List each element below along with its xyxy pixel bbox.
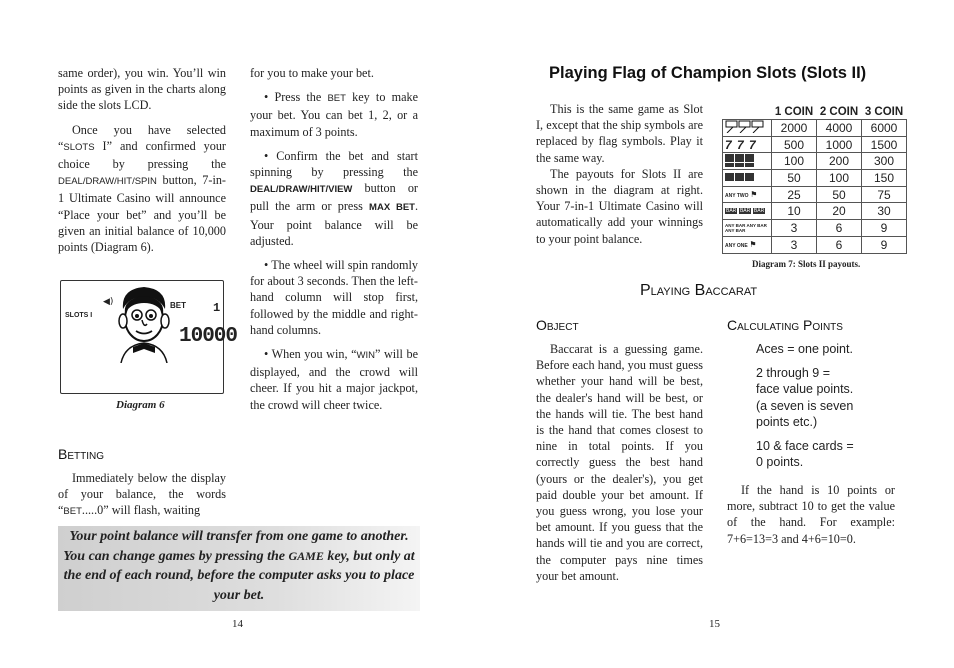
table-row: [723, 220, 907, 237]
payout-table-diagram: [722, 104, 907, 254]
payout-cell: 100: [772, 153, 817, 170]
flag-flag-flag-symbol: [723, 120, 772, 137]
bet-continuation: for you to make your bet.: [250, 66, 374, 80]
slots-ii-title: Playing Flag of Champion Slots (Slots II): [549, 64, 867, 82]
header-3-coin: 3 COIN: [862, 104, 907, 120]
triple-bar-symbol: [723, 153, 772, 170]
payout-cell: 50: [772, 170, 817, 187]
payout-cell: 300: [862, 153, 907, 170]
table-row: [723, 186, 907, 203]
betting-heading: Betting: [58, 446, 105, 462]
table-row: [723, 203, 907, 220]
payout-cell: 20: [817, 203, 862, 220]
payout-cell: 1000: [817, 136, 862, 153]
any-two-symbol: ANY TWO ⚑: [723, 186, 772, 203]
bar-bar-bar-symbol: BAR BAR BAR: [723, 203, 772, 220]
intro-paragraph: This is the same game as Slot I, except that the ship symbols are replaced by flag symbols. Play it the same way.: [536, 102, 703, 165]
bullet-press-bet: • Press the BET key to make your bet. You can bet 1, 2, or a maximum of 3 points.: [250, 90, 418, 139]
slots-label: SLOTS I: [65, 312, 93, 319]
slots-lcd-diagram: [60, 280, 238, 394]
payout-cell: 1500: [862, 136, 907, 153]
selection-paragraph: Once you have selected “SLOTS I” and confirmed your choice by pressing the DEAL/DRAW/HIT/SPIN button, 7-in-1 Ultimate Casino will announce “Place your bet” and you’ll be given an initial balance of 10,000 points (Diagram 6).: [58, 122, 226, 255]
bet-label: BET: [170, 301, 186, 310]
header-2-coin: 2 COIN: [817, 104, 862, 120]
diagram-6-caption: Diagram 6: [116, 399, 165, 411]
double-bar-symbol: [723, 170, 772, 187]
diagram-7-caption: Diagram 7: Slots II payouts.: [752, 259, 861, 269]
payout-cell: 3: [772, 220, 817, 237]
dealer-face-icon: [113, 283, 175, 363]
payout-cell: 10: [772, 203, 817, 220]
bullet-win: • When you win, “WIN” will be displayed, and the crowd will cheer. If you hit a major jackpot, the crowd will cheer twice.: [250, 347, 419, 412]
any-bar-symbol: ANY BAR ANY BAR ANY BAR: [723, 220, 772, 237]
page-number-right: 15: [709, 618, 720, 630]
payout-cell: 6000: [862, 120, 907, 137]
seven-symbol: 7 7 7: [723, 136, 772, 153]
baccarat-heading: Playing Baccarat: [640, 282, 758, 299]
left-col1-top: [58, 65, 226, 263]
subtract-ten-paragraph: If the hand is 10 points or more, subtract 10 to get the value of the hand. For example: 7+6=13=3 and 4+6=10=0.: [727, 483, 895, 546]
table-row: [723, 153, 907, 170]
payout-cell: 150: [862, 170, 907, 187]
payout-cell: 30: [862, 203, 907, 220]
payout-cell: 75: [862, 186, 907, 203]
sound-icon: ◀): [103, 297, 114, 307]
list-item: Aces = one point.: [756, 342, 853, 356]
balance-display: 10000: [179, 325, 238, 348]
payout-cell: 50: [817, 186, 862, 203]
page-number-left: 14: [232, 618, 243, 630]
continuation-paragraph: same order), you win. You’ll win points as given in the charts along side the slots LCD.: [58, 66, 226, 113]
table-row: [723, 236, 907, 253]
bet-value: 1: [213, 301, 221, 315]
payout-cell: 2000: [772, 120, 817, 137]
table-row: [723, 170, 907, 187]
payout-cell: 6: [817, 236, 862, 253]
payout-cell: 9: [862, 236, 907, 253]
payout-cell: 100: [817, 170, 862, 187]
header-1-coin: 1 COIN: [772, 104, 817, 120]
bullet-confirm-bet: • Confirm the bet and start spinning by pressing the DEAL/DRAW/HIT/VIEW button or pull the arm or press MAX BET. Your point balance will be adjusted.: [250, 148, 419, 248]
bullet-wheel-spin: • The wheel will spin randomly for about 3 seconds. Then the left-hand column will stop first, followed by the middle and right-hand columns.: [250, 258, 418, 337]
payout-table: [722, 104, 907, 254]
payout-cell: 200: [817, 153, 862, 170]
points-list: [756, 341, 896, 470]
list-item: 2 through 9 = face value points. (a seven is seven points etc.): [756, 366, 854, 429]
list-item: 10 & face cards = 0 points.: [756, 439, 854, 470]
left-col2: [250, 65, 418, 421]
point-balance-tip: Your point balance will transfer from one game to another. You can change games by pressing the GAME key, but only at the end of each round, before the computer asks you to place your bet.: [58, 526, 420, 611]
flag-icon: [725, 120, 765, 133]
payout-cell: 6: [817, 220, 862, 237]
table-row: [723, 120, 907, 137]
payout-paragraph: The payouts for Slots II are shown in the diagram at right. Your 7-in-1 Ultimate Casino will automatically add your winnings to your point balance.: [536, 166, 703, 246]
object-paragraph: Baccarat is a guessing game. Before each hand, you must guess whether your hand will be best, the dealer's hand will be best, or the hands will tie. The best hand is the hand that comes closest to nine in total points. If you correctly guess the best hand (yours or the dealer's), you get paid double your bet amount. If you guess wrong, you lose your bet amount. If you guess that the hands will tie and you are correct, the computer pays nine times your bet amount.: [536, 342, 703, 583]
calculating-points-heading: Calculating Points: [727, 317, 843, 333]
object-heading: Object: [536, 317, 579, 333]
payout-cell: 4000: [817, 120, 862, 137]
payout-cell: 9: [862, 220, 907, 237]
table-row: [723, 136, 907, 153]
payout-cell: 25: [772, 186, 817, 203]
any-one-symbol: ANY ONE ⚑: [723, 236, 772, 253]
slots-ii-intro: [536, 101, 703, 255]
payout-cell: 500: [772, 136, 817, 153]
betting-paragraph: Immediately below the display of your balance, the words “BET.....0” will flash, waiting: [58, 471, 226, 518]
payout-cell: 3: [772, 236, 817, 253]
